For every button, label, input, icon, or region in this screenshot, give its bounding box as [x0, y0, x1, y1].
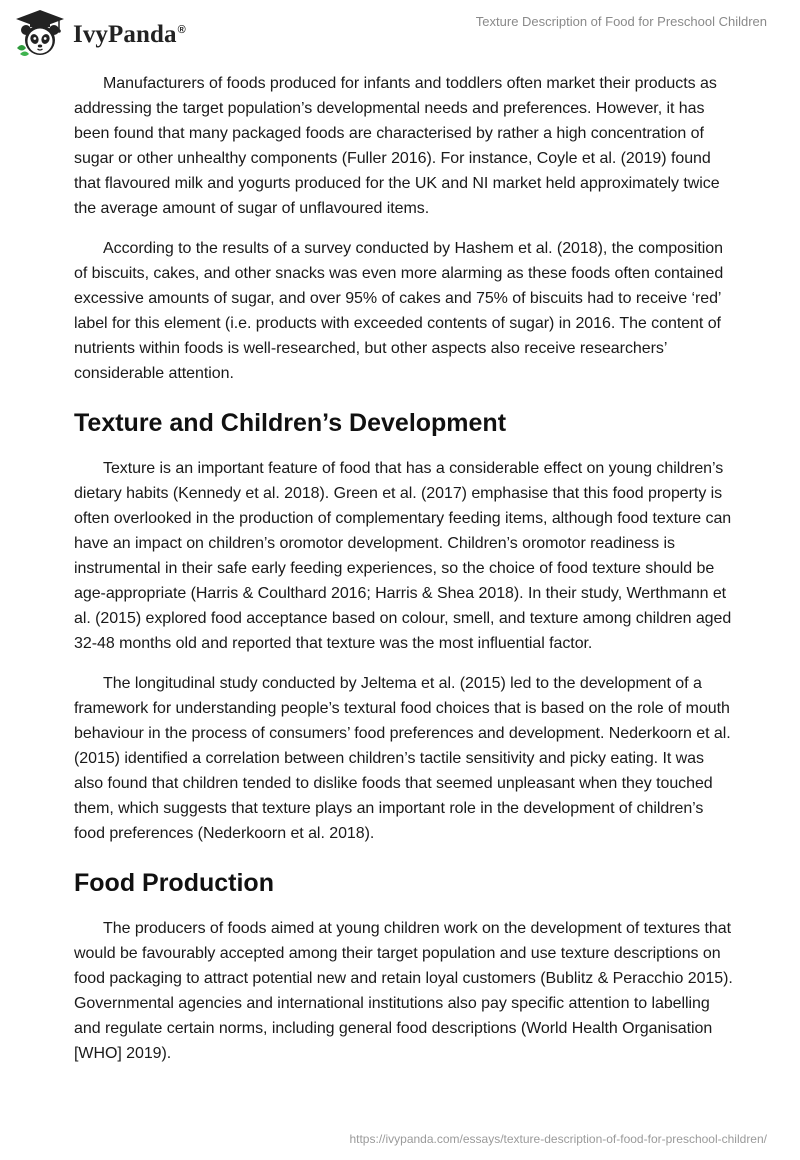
paragraph: The longitudinal study conducted by Jeltema et al. (2015) led to the development of a framework for understanding people’s textural food choices that is based on the role of mouth behaviour in the process of consumers’ food preferences and development. Nederkoorn et al. (2015) identified a correlation between children’s tactile sensitivity and picky eating. It was also found that children tended to dislike foods that seemed unpleasant when they touched them, which suggests that texture plays an important role in the development of children’s food preferences (Nederkoorn et al. 2018).	[74, 675, 731, 842]
source-url[interactable]: https://ivypanda.com/essays/texture-description-of-food-for-preschool-children/	[349, 1132, 767, 1146]
ivypanda-logo[interactable]	[14, 8, 186, 60]
essay-body	[74, 71, 734, 1081]
panda-graduate-icon	[14, 8, 66, 60]
paragraph: Texture is an important feature of food that has a considerable effect on young children’s dietary habits (Kennedy et al. 2018). Green et al. (2017) emphasise that this food property is often overlooked in the production of complementary feeding items, although food texture can have an impact on children’s oromotor development. Children’s oromotor readiness is instrumental in their safe early feeding experiences, so the choice of food texture should be age-appropriate (Harris & Coulthard 2016; Harris & Shea 2018). In their study, Werthmann et al. (2015) explored food acceptance based on colour, smell, and texture among children aged 32-48 months old and reported that texture was the most influential factor.	[74, 460, 732, 652]
paragraph: The producers of foods aimed at young children work on the development of textures that would be favourably accepted among their target population and use texture descriptions on food packaging to attract potential new and retain loyal customers (Bublitz & Peracchio 2015). Governmental agencies and international institutions also pay specific attention to labelling and regulate certain norms, including general food descriptions (World Health Organisation [WHO] 2019).	[74, 920, 733, 1062]
paragraph: According to the results of a survey conducted by Hashem et al. (2018), the composition of biscuits, cakes, and other snacks was even more alarming as these foods often contained excessive amounts of sugar, and over 95% of cakes and 75% of biscuits had to receive ‘red’ label for this element (i.e. products with exceeded contents of sugar) in 2016. The content of nutrients within foods is well-researched, but other aspects also receive researchers’ considerable attention.	[74, 240, 724, 382]
document-title: Texture Description of Food for Preschool Children	[475, 14, 767, 29]
paragraph: Manufacturers of foods produced for infants and toddlers often market their products as addressing the target population’s developmental needs and preferences. However, it has been found that many packaged foods are characterised by rather a high concentration of sugar or other unhealthy components (Fuller 2016). For instance, Coyle et al. (2019) found that flavoured milk and yogurts produced for the UK and NI market held approximately twice the average amount of sugar of unflavoured items.	[74, 75, 720, 217]
section-heading: Texture and Children’s Development	[74, 409, 507, 437]
page-header	[0, 0, 800, 70]
logo-wordmark: IvyPanda®	[73, 21, 186, 48]
section-heading: Food Production	[74, 869, 274, 897]
